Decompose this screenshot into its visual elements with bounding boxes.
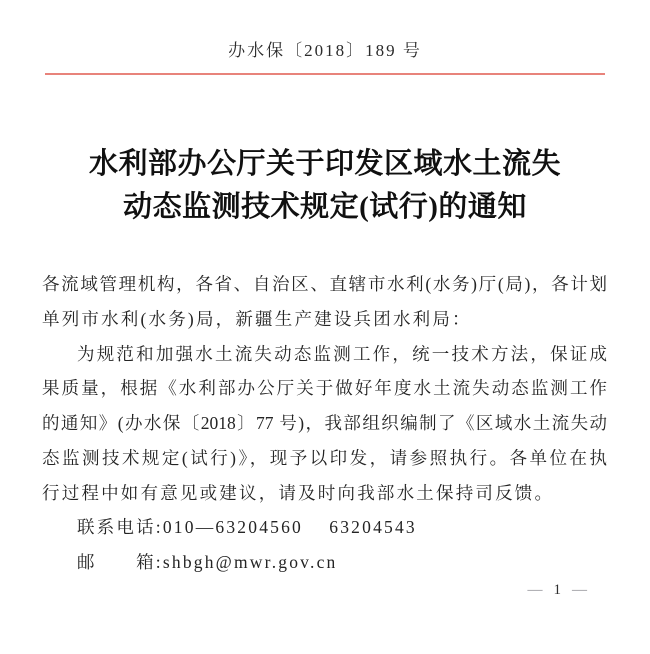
paragraph-line-1: 为规范和加强水土流失动态监测工作，统一技术方法，保证成	[77, 343, 607, 364]
document-title-line-1: 水利部办公厅关于印发区域水土流失	[88, 148, 561, 180]
red-divider-line	[45, 73, 605, 75]
document-title	[0, 143, 650, 229]
paragraph-line-5: 行过程中如有意见或建议，请及时向我部水土保持司反馈。	[42, 482, 555, 503]
page-number-dash-left: —	[527, 582, 543, 598]
page-number	[528, 582, 588, 599]
contact-email-line: 邮 箱:shbgh@mwr.gov.cn	[77, 552, 338, 572]
recipients-line-1: 各流域管理机构，各省、自治区、直辖市水利(水务)厅(局)，各计划	[42, 274, 607, 294]
paragraph-line-2: 果质量，根据《水利部办公厅关于做好年度水土流失动态监测工作	[42, 378, 607, 399]
document-title-line-2: 动态监测技术规定(试行)的通知	[123, 191, 527, 223]
paragraph-line-4: 态监测技术规定(试行)》，现予以印发，请参照执行。各单位在执	[42, 447, 607, 468]
paragraph-line-3: 的通知》(办水保〔2018〕77 号)，我部组织编制了《区域水土流失动	[42, 413, 607, 433]
document-body	[42, 267, 607, 580]
contact-phone-line: 联系电话:010—63204560 63204543	[77, 517, 417, 538]
recipients-line-2: 单列市水利(水务)局，新疆生产建设兵团水利局：	[42, 308, 472, 329]
page-number-dash-right: —	[572, 582, 587, 598]
page-number-value: 1	[553, 582, 561, 598]
doc-number: 办水保〔2018〕189 号	[228, 41, 422, 60]
